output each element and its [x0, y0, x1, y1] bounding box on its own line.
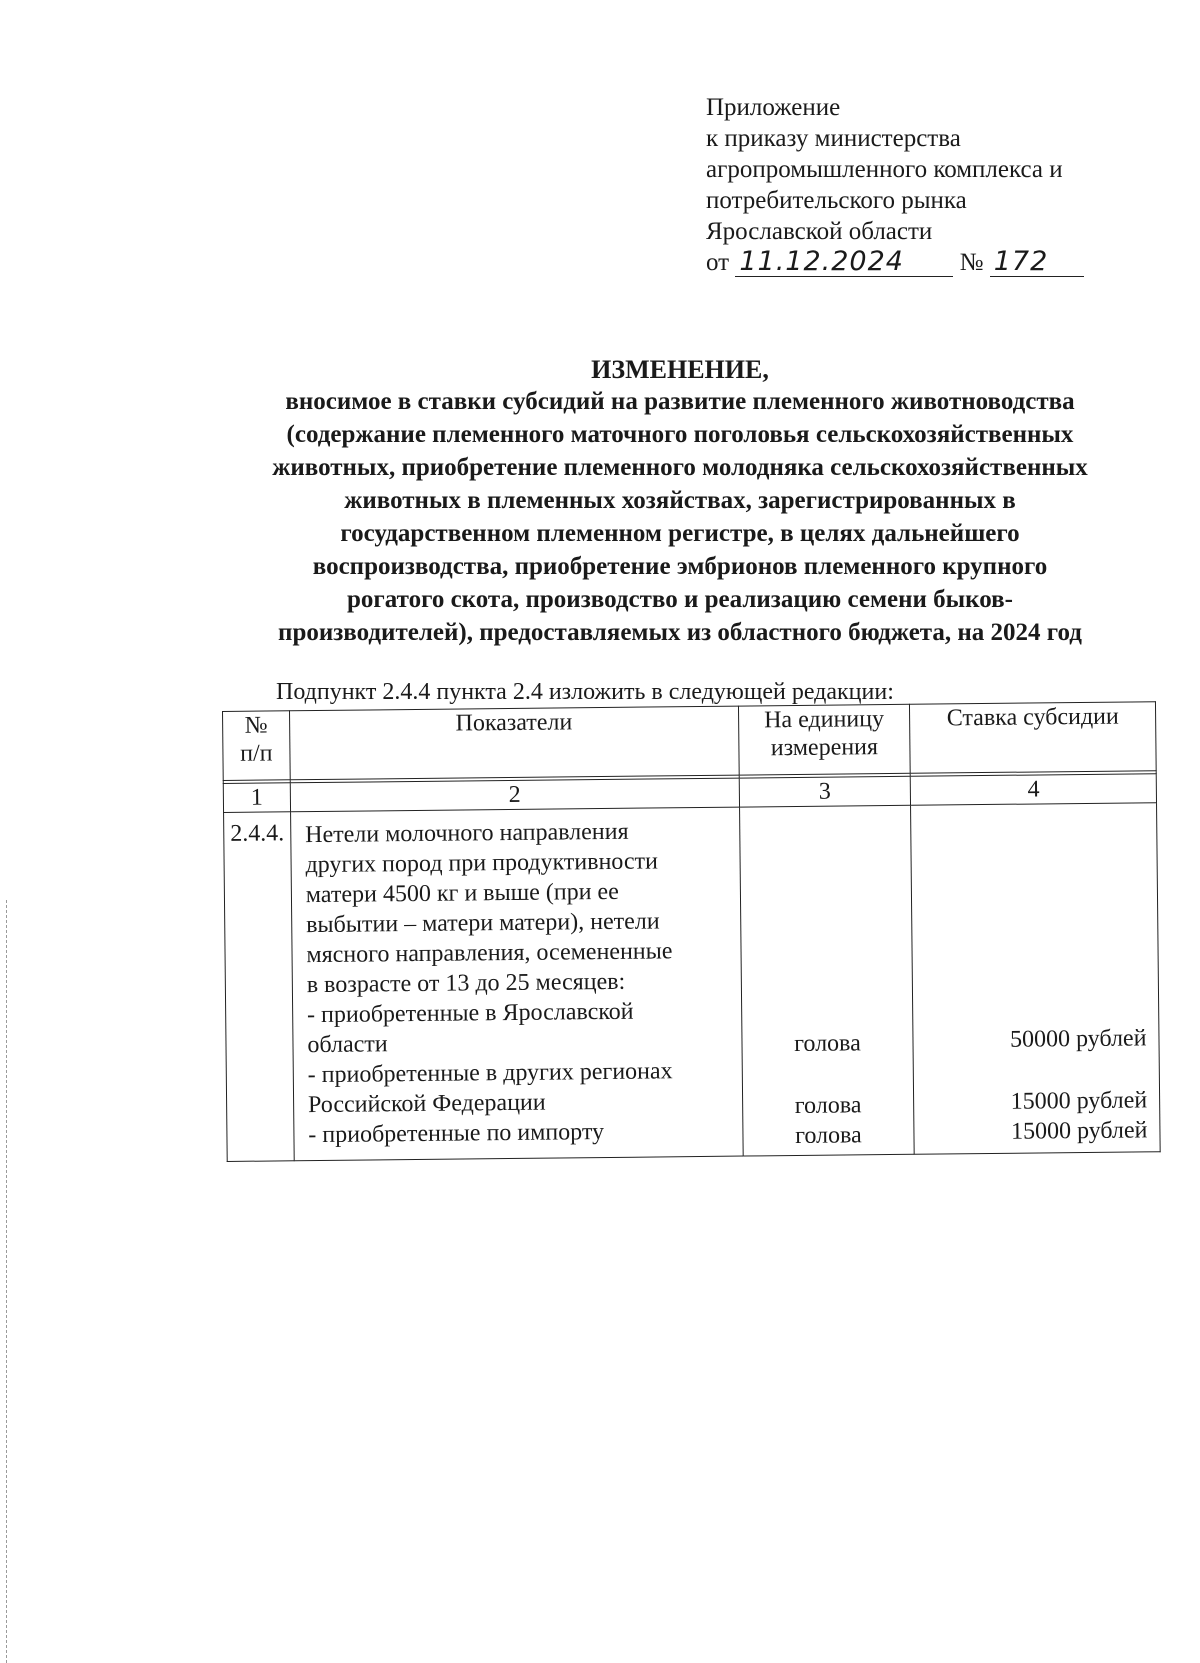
header-rate: Ставка субсидии: [910, 702, 1156, 774]
subtitle-line-1: вносимое в ставки субсидий на развитие племенного животноводства: [285, 388, 1075, 415]
unit-value-1: голова: [794, 1030, 861, 1058]
appendix-block: [706, 92, 1084, 278]
header-indicators: Показатели: [289, 706, 738, 780]
header-unit-line2: измерения: [770, 734, 879, 762]
order-date-line: [706, 247, 1084, 278]
description-line-5: мясного направления, осемененные: [306, 938, 673, 969]
handwritten-number: 172: [990, 248, 1084, 277]
appendix-line-4: потребительского рынка: [706, 187, 967, 214]
rate-value-3: 15000 рублей: [1010, 1117, 1148, 1145]
description-line-3: матери 4500 кг и выше (при ее: [305, 878, 619, 909]
number-prefix: №: [959, 249, 984, 276]
subsidy-table: [222, 701, 1161, 1162]
description-line-10: Российской Федерации: [307, 1089, 546, 1119]
unit-value-2: голова: [794, 1092, 862, 1120]
description-line-8: области: [307, 1031, 388, 1059]
description-line-4: выбытии – матери матери), нетели: [306, 908, 660, 939]
subtitle-line-8: производителей), предоставляемых из областного бюджета, на 2024 год: [278, 619, 1082, 646]
description-line-7: - приобретенные в Ярославской: [306, 998, 634, 1029]
subtitle-line-4: животных в племенных хозяйствах, зарегистрированных в: [344, 487, 1016, 514]
handwritten-date: 11.12.2024: [735, 248, 953, 277]
header-number-line1: №: [244, 712, 268, 739]
description-line-11: - приобретенные по импорту: [308, 1119, 605, 1149]
header-unit-line1: На единицу: [764, 706, 885, 734]
appendix-line-1: Приложение: [706, 94, 841, 121]
table-header-row: [223, 702, 1157, 781]
description-line-6: в возрасте от 13 до 25 месяцев:: [306, 968, 626, 999]
subtitle-line-7: рогатого скота, производство и реализацию семени быков-: [347, 586, 1013, 613]
description-line-1: Нетели молочного направления: [305, 818, 629, 849]
table-row: [224, 803, 1161, 1162]
row-description: [290, 807, 742, 1161]
subtitle-line-5: государственном племенном регистре, в целях дальнейшего: [340, 520, 1020, 547]
rate-value-2: 15000 рублей: [1010, 1087, 1148, 1115]
description-line-2: других пород при продуктивности: [305, 848, 659, 879]
appendix-line-3: агропромышленного комплекса и: [706, 156, 1063, 183]
rate-value-1: 50000 рублей: [1009, 1025, 1147, 1053]
appendix-line-5: Ярославской области: [706, 218, 933, 245]
subtitle-line-6: воспроизводства, приобретение эмбрионов племенного крупного: [312, 553, 1048, 580]
appendix-line-2: к приказу министерства: [706, 125, 961, 152]
row-number: 2.4.4.: [224, 812, 295, 1162]
header-number-line2: п/п: [240, 740, 273, 767]
subtitle-line-3: животных, приобретение племенного молодняка сельскохозяйственных: [272, 454, 1088, 481]
header-number: [223, 711, 291, 781]
column-number-4: 4: [911, 774, 1157, 806]
date-prefix: от: [706, 249, 730, 276]
subtitle-line-2: (содержание племенного маточного поголовья сельскохозяйственных: [286, 421, 1074, 448]
description-line-9: - приобретенные в других регионах: [307, 1058, 673, 1089]
document-title: ИЗМЕНЕНИЕ,: [591, 355, 769, 384]
unit-value-3: голова: [795, 1122, 862, 1150]
header-unit: [738, 704, 910, 775]
column-number-2: 2: [290, 778, 739, 812]
intro-sentence: Подпункт 2.4.4 пункта 2.4 изложить в следующей редакции:: [276, 679, 894, 705]
scan-edge-line: [6, 900, 7, 1663]
column-number-3: 3: [739, 776, 911, 807]
document-subtitle: [200, 385, 1160, 649]
row-units: [739, 805, 914, 1156]
column-number-1: 1: [223, 783, 290, 813]
row-rates: [911, 803, 1160, 1155]
